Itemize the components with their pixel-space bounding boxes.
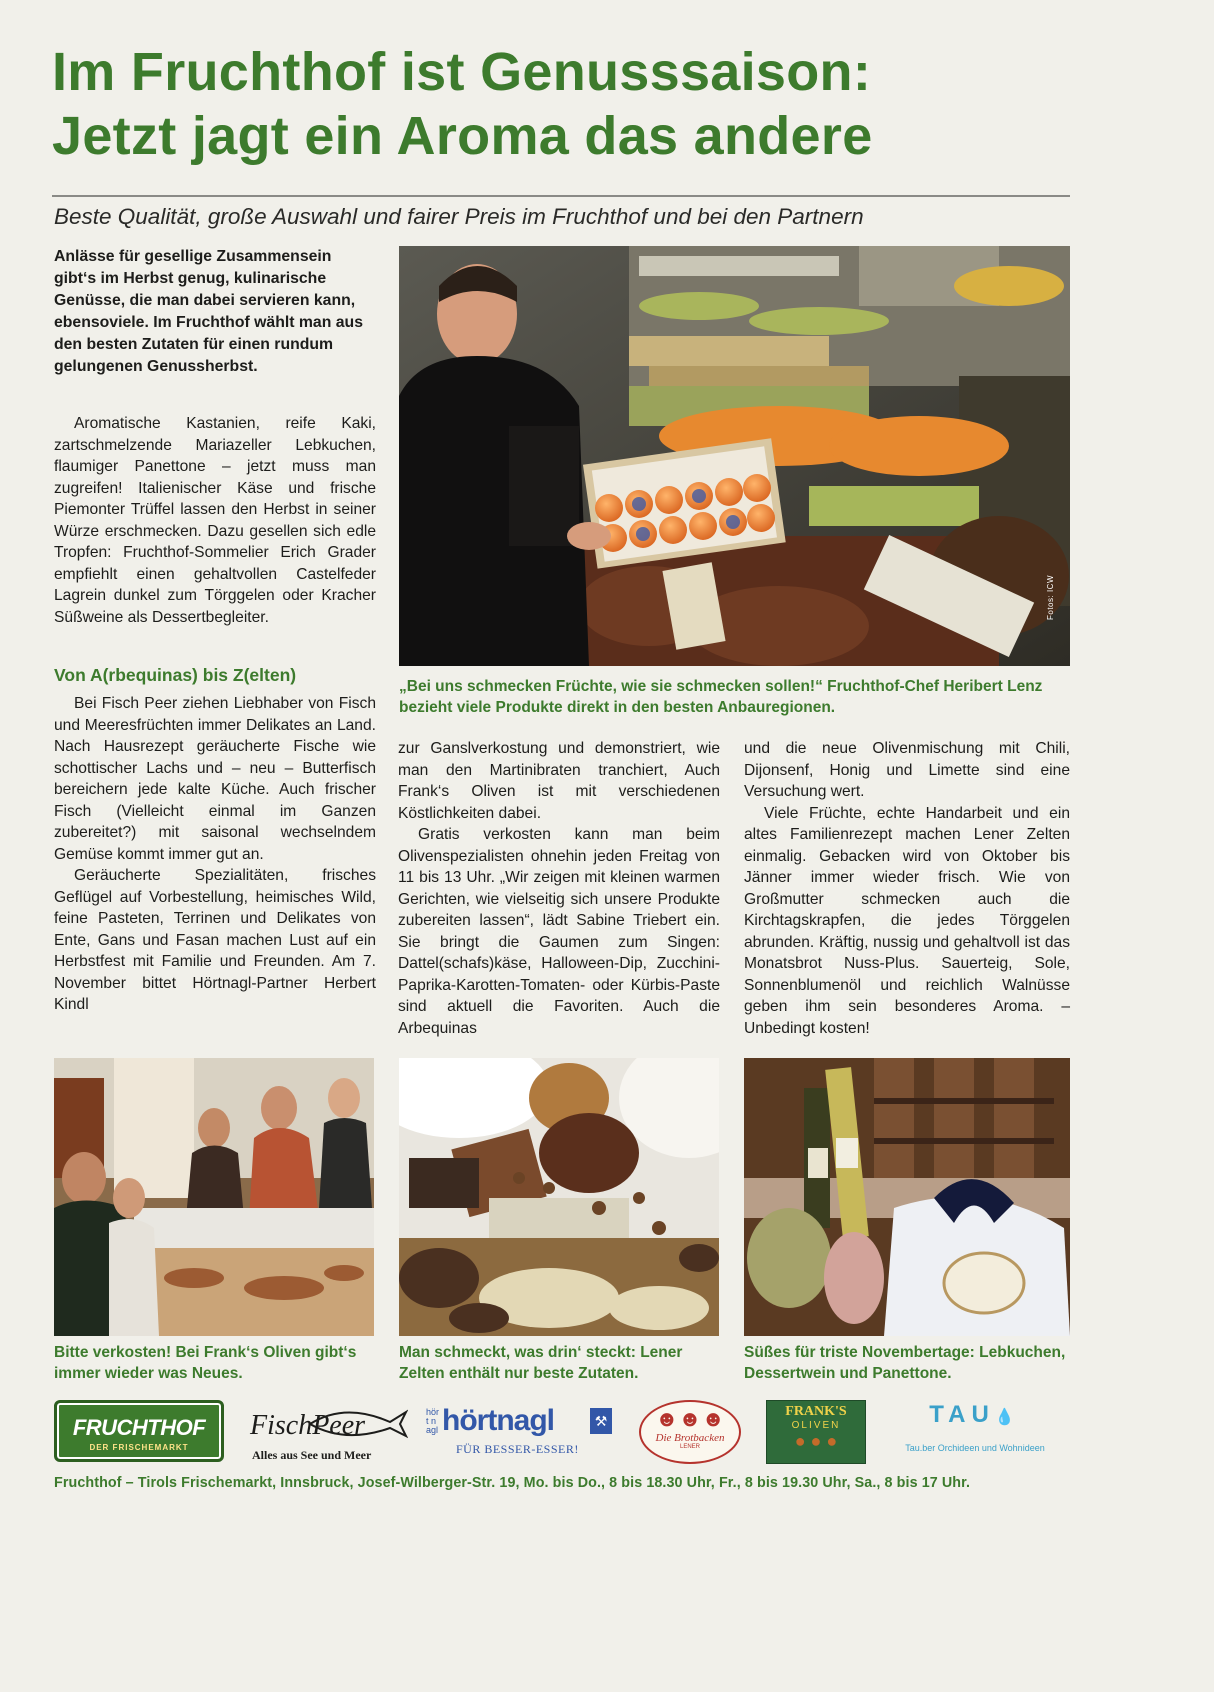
body-column-1-top <box>54 413 376 628</box>
body-paragraph: Viele Früchte, echte Handarbeit und ein altes Familienrezept machen Lener Zelten einmalig. Gebacken wird von Oktober bis Jänner immer wieder frisch. Wie von Großmutter schmecken auch die Kirchtagskrapfen, die jedes Törggelen abrunden. Kräftig, nussig und gehaltvoll ist das Monatsbrot Nuss-Plus. Sauerteig, Sole, Sonnenblumenöl und reichlich Walnüsse geben ihm sein besonderes Aroma. – Unbedingt kosten! <box>744 804 1070 1037</box>
subheadline: Beste Qualität, große Auswahl und fairer Preis im Fruchthof und bei den Partnern <box>54 204 864 229</box>
headline-line-1: Im Fruchthof ist Genusssaison: <box>52 42 872 102</box>
fruchthof-logo <box>54 1400 224 1462</box>
drop-icon: 💧 <box>994 1409 1021 1426</box>
body-paragraph: Aromatische Kastanien, reife Kaki, zartschmelzende Mariazeller Lebkuchen, flaumiger Panettone – jetzt muss man zugreifen! Italienischer Käse und frische Piemonter Trüffel lassen den Herbst in seiner Würze erschmecken. Dazu gesellen sich edle Tropfen: Fruchthof-Sommelier Erich Grader empfiehlt einen gehaltvollen Castelfeder Lagrein dunkel zum Törggelen oder Kracher Süßweine als Dessertbegleiter. <box>54 415 376 626</box>
hoertnagl-logo-tagline: FÜR BESSER-ESSER! <box>456 1442 579 1456</box>
fischpeer-logo-name: FischPeer <box>250 1410 366 1441</box>
headline <box>52 40 1092 168</box>
body-paragraph: Bei Fisch Peer ziehen Liebhaber von Fisch und Meeresfrüchten immer Delikates an Land. Nach Hausrezept geräucherte Fische wie schottischer Lachs und – neu – Butterfisch bereichern jede kalte Küche. Auch frischer Fisch (Vielleicht einmal im Ganzen zubereitet?) mit saisonal wechselndem Gemüse kommt immer gut an. <box>54 695 376 863</box>
brotbacken-logo-name: Die Brotbacken <box>655 1432 725 1444</box>
tau-logo-tagline: Tau.ber Orchideen und Wohnideen <box>905 1443 1045 1453</box>
fruchthof-logo-name: FRUCHTHOF <box>72 1415 206 1440</box>
main-photo-caption: „Bei uns schmecken Früchte, wie sie schmecken sollen!“ Fruchthof-Chef Heribert Lenz bezieht viele Produkte direkt in den besten Anbauregionen. <box>399 678 1043 716</box>
photo-credit: Fotos: ICW <box>1046 574 1055 620</box>
photo-1-caption: Bitte verkosten! Bei Frank‘s Oliven gibt‘s immer wieder was Neues. <box>54 1344 357 1382</box>
photo-sweets-wine <box>744 1058 1070 1336</box>
lead-paragraph: Anlässe für gesellige Zusammensein gibt‘s im Herbst genug, kulinarische Genüsse, die man dabei servieren kann, ebensoviele. Im Fruchthof wählt man aus den besten Zutaten für einen rundum gelungenen Genussherbst. <box>54 248 363 375</box>
franks-oliven-logo-sub: OLIVEN <box>791 1420 841 1431</box>
body-column-1-bottom <box>54 693 376 1016</box>
brotbacken-logo-sub: LENER <box>679 1444 700 1450</box>
hoertnagl-logo <box>426 1404 616 1466</box>
main-photo <box>399 246 1070 666</box>
photo-deli-counter <box>54 1058 374 1336</box>
store-info-footer: Fruchthof – Tirols Frischemarkt, Innsbruck, Josef-Wilberger-Str. 19, Mo. bis Do., 8 bis 18.30 Uhr, Fr., 8 bis 19.30 Uhr, Sa., 8 bis 17 Uhr. <box>54 1475 971 1491</box>
franks-oliven-logo <box>766 1400 866 1464</box>
body-column-3 <box>744 738 1070 1039</box>
hoertnagl-logo-name: hörtnagl <box>442 1404 554 1437</box>
tau-logo-name <box>878 1400 1072 1433</box>
body-paragraph: Geräucherte Spezialitäten, frisches Geflügel auf Vorbestellung, heimisches Wild, feine Pasteten, Terrinen und Delikates von Ente, Gans und Fasan machen Lust auf ein Herbstfest mit Familie und Freunden. Am 7. November bittet Hörtnagl-Partner Herbert Kindl <box>54 867 376 1013</box>
olive-figures-icon: ● ● ● <box>794 1431 838 1451</box>
body-paragraph: und die neue Olivenmischung mit Chili, Dijonsenf, Honig und Limette sind eine Versuchung wert. <box>744 740 1070 800</box>
partner-logos <box>54 1398 1072 1468</box>
section-heading: Von A(rbequinas) bis Z(elten) <box>54 665 297 685</box>
cutlery-icon: ⚒ <box>590 1408 612 1434</box>
fruchthof-logo-tagline: DER FRISCHEMARKT <box>89 1443 189 1452</box>
photo-zelten <box>399 1058 719 1336</box>
hoertnagl-logo-prefix: hört nagl <box>426 1407 440 1435</box>
franks-oliven-logo-name: FRANK'S <box>785 1404 847 1419</box>
body-paragraph: Gratis verkosten kann man beim Olivenspezialisten ohnehin jeden Freitag von 11 bis 13 Uhr. „Wir zeigen mit kleinen warmen Gerichten, wie vielseitig sich unsere Produkte zubereiten lassen“, lädt Sabine Triebert ein. Sie bringt die Gaumen zum Singen: Dattel(schafs)käse, Halloween-Dip, Zucchini-Paprika-Karotten-Tomaten- oder Kürbis-Paste sind aktuell die Favoriten. Auch die Arbequinas <box>398 826 720 1037</box>
body-column-2 <box>398 738 720 1039</box>
fischpeer-logo-tagline: Alles aus See und Meer <box>252 1448 372 1462</box>
photo-3-caption: Süßes für triste Novembertage: Lebkuchen, Dessertwein und Panettone. <box>744 1344 1066 1382</box>
headline-divider <box>52 195 1070 197</box>
fischpeer-logo <box>250 1402 408 1468</box>
body-paragraph: zur Ganslverkostung und demonstriert, wie man den Martinibraten tranchiert, Auch Frank‘s Oliven ist mit verschiedenen Köstlichkeiten dabei. <box>398 740 720 822</box>
tau-logo-text: TAU <box>929 1401 995 1428</box>
tau-logo <box>878 1400 1072 1464</box>
photo-2-caption: Man schmeckt, was drin‘ steckt: Lener Zelten enthält nur beste Zutaten. <box>399 1344 683 1382</box>
brotbacken-logo <box>639 1400 741 1464</box>
headline-line-2: Jetzt jagt ein Aroma das andere <box>52 106 873 166</box>
bakers-icon: ☻☻☻ <box>655 1406 725 1431</box>
